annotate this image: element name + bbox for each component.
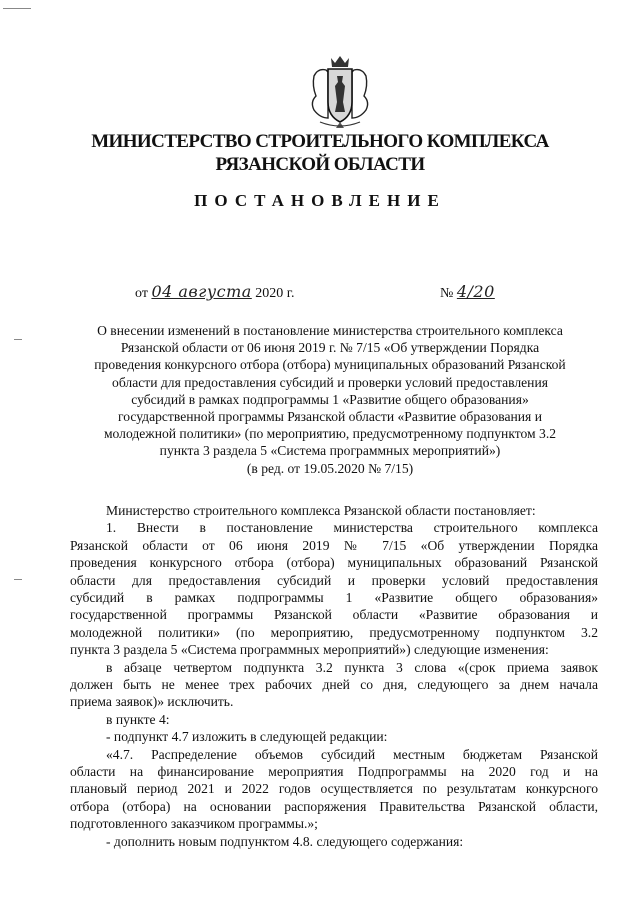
ministry-name-line-1: МИНИСТЕРСТВО СТРОИТЕЛЬНОГО КОМПЛЕКСА xyxy=(91,131,549,152)
scan-mark-left-1 xyxy=(14,339,22,340)
body-line: - подпункт 4.7 изложить в следующей редакции: xyxy=(106,729,388,745)
document-type-heading: ПОСТАНОВЛЕНИЕ xyxy=(194,191,446,210)
handwritten-number: 4/20 xyxy=(456,282,495,301)
title-line: пункта 3 раздела 5 «Система программных мероприятий») xyxy=(159,443,501,459)
body-line: подготовленного заказчиком программы.»; xyxy=(70,816,318,832)
body-line: должен быть не менее трех рабочих дней со дня, следующего за днем начала xyxy=(70,676,598,692)
body-line: области на финансирование мероприятия Подпрограммы на 2020 год и на xyxy=(70,763,598,779)
ministry-name-line-2: РЯЗАНСКОЙ ОБЛАСТИ xyxy=(215,154,425,175)
document-body xyxy=(70,502,598,850)
body-line: в пункте 4: xyxy=(106,711,170,727)
body-line: проведения конкурсного отбора (отбора) муниципальных образований Рязанской xyxy=(70,555,598,571)
body-line: государственной программы Рязанской области «Развитие образования и xyxy=(70,607,598,623)
title-line: Рязанской области от 06 июня 2019 г. № 7/15 «Об утверждении Порядка xyxy=(120,340,540,356)
title-line: молодежной политики» (по мероприятию, предусмотренному подпунктом 3.2 xyxy=(103,426,557,442)
title-line: О внесении изменений в постановление министерства строительного комплекса xyxy=(97,323,563,338)
document-title xyxy=(70,322,590,477)
number-prefix: № xyxy=(440,286,454,301)
document-date xyxy=(135,282,294,302)
title-line: области для предоставления субсидий и проверки условий предоставления xyxy=(112,374,548,390)
title-line: субсидий в рамках подпрограммы 1 «Развитие общего образования» xyxy=(131,391,529,407)
body-line: 1. Внести в постановление министерства строительного комплекса xyxy=(106,520,598,536)
date-year: 2020 г. xyxy=(255,286,295,301)
title-line: (в ред. от 19.05.2020 № 7/15) xyxy=(246,460,414,476)
coat-of-arms-emblem xyxy=(304,52,376,132)
scan-mark-left-2 xyxy=(14,579,22,580)
body-line: «4.7. Распределение объемов субсидий местным бюджетам Рязанской xyxy=(106,746,598,762)
body-line: приема заявок)» исключить. xyxy=(70,694,234,710)
body-line: Рязанской области от 06 июня 2019 № 7/15 «Об утверждении Порядка xyxy=(70,537,598,553)
scan-mark-top-left xyxy=(3,8,31,9)
title-line: государственной программы Рязанской области «Развитие образования и xyxy=(117,409,542,425)
handwritten-date: 04 августа xyxy=(151,282,252,301)
body-line: в абзаце четвертом подпункта 3.2 пункта 3 слова «(срок приема заявок xyxy=(106,659,598,675)
body-line: отбора (отбора) на основании распоряжения Правительства Рязанской области, xyxy=(70,798,598,814)
body-line: плановый период 2021 и 2022 годов осуществляется по результатам конкурсного xyxy=(70,781,598,797)
title-line: проведения конкурсного отбора (отбора) муниципальных образований Рязанской xyxy=(94,357,566,373)
date-prefix: от xyxy=(135,286,148,301)
body-line: пункта 3 раздела 5 «Система программных мероприятий») следующие изменения: xyxy=(70,642,549,658)
body-line: области для предоставления субсидий и проверки условий предоставления xyxy=(70,572,598,588)
body-line: - дополнить новым подпунктом 4.8. следующего содержания: xyxy=(106,833,464,849)
body-line: субсидий в рамках подпрограммы 1 «Развитие общего образования» xyxy=(70,589,598,605)
body-line: молодежной политики» (по мероприятию, предусмотренному подпунктом 3.2 xyxy=(70,624,598,640)
body-line: Министерство строительного комплекса Рязанской области постановляет: xyxy=(106,503,536,518)
document-number xyxy=(440,282,495,302)
